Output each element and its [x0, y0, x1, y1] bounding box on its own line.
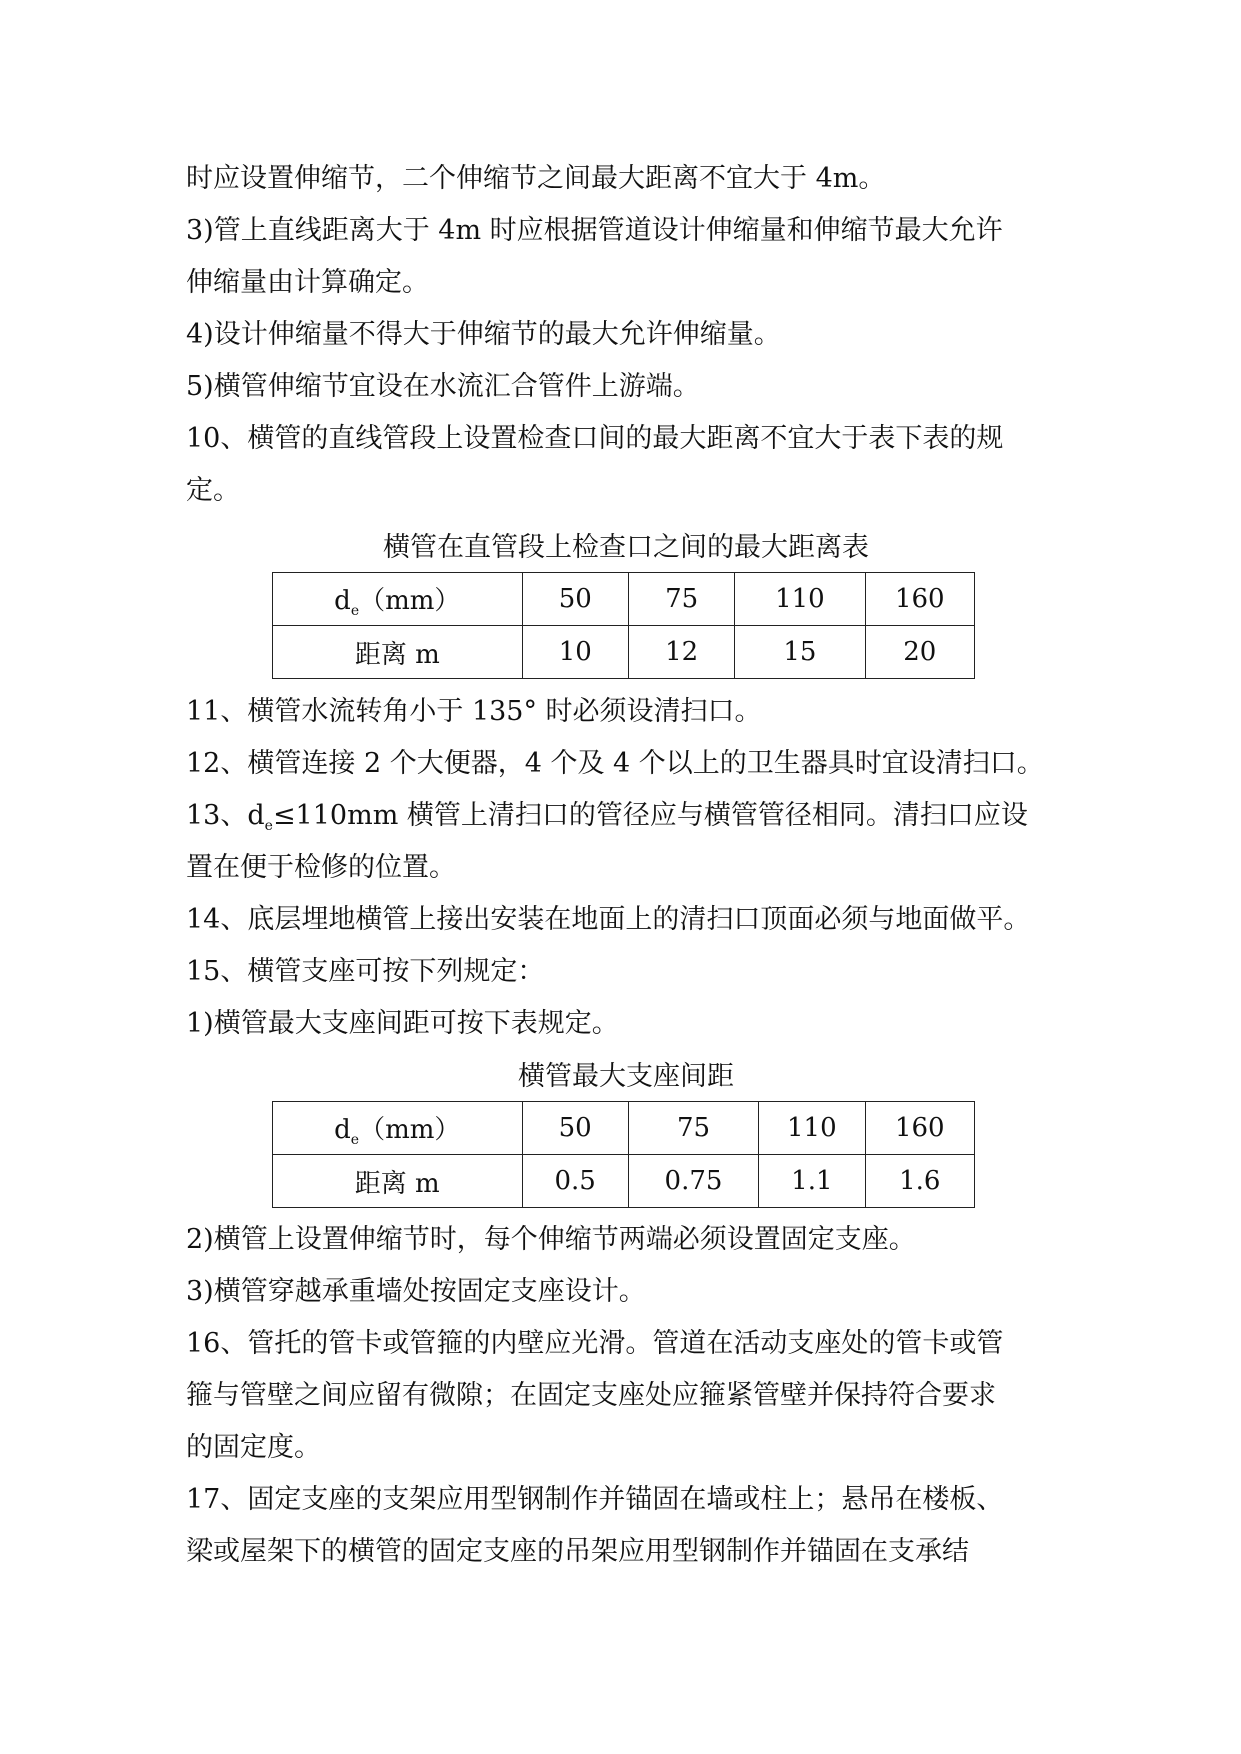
value-cell: 12 — [628, 626, 734, 679]
header-cell: 160 — [865, 573, 974, 626]
table-caption: 横管最大支座间距 — [518, 1061, 734, 1092]
header-cell: 110 — [735, 573, 865, 626]
header-cell: 110 — [759, 1102, 865, 1155]
text-line: 3)管上直线距离大于 4m 时应根据管道设计伸缩量和伸缩节最大允许 — [186, 215, 1003, 246]
value-cell: 15 — [735, 626, 865, 679]
inspection-distance-table — [272, 572, 975, 679]
text-line: 箍与管壁之间应留有微隙；在固定支座处应箍紧管壁并保持符合要求 — [186, 1380, 996, 1411]
value-cell: 10 — [522, 626, 628, 679]
table-row — [273, 626, 975, 679]
support-spacing-table — [272, 1101, 975, 1208]
row-label-cell: 距离 m — [273, 1155, 523, 1208]
text-line: 1)横管最大支座间距可按下表规定。 — [186, 1008, 619, 1039]
text-line: 12、横管连接 2 个大便器，4 个及 4 个以上的卫生器具时宜设清扫口。 — [186, 748, 1044, 779]
value-cell: 0.5 — [522, 1155, 628, 1208]
text-line: 2)横管上设置伸缩节时，每个伸缩节两端必须设置固定支座。 — [186, 1224, 916, 1255]
header-cell: 75 — [628, 1102, 758, 1155]
text-line: 14、底层埋地横管上接出安装在地面上的清扫口顶面必须与地面做平。 — [186, 904, 1031, 935]
text-line: 定。 — [186, 475, 240, 506]
table-header-row — [273, 573, 975, 626]
header-cell: 50 — [522, 1102, 628, 1155]
text-line: 时应设置伸缩节，二个伸缩节之间最大距离不宜大于 4m。 — [186, 163, 886, 194]
text-line: 3)横管穿越承重墙处按固定支座设计。 — [186, 1276, 646, 1307]
header-cell: 160 — [865, 1102, 974, 1155]
table-caption: 横管在直管段上检查口之间的最大距离表 — [383, 532, 869, 563]
table-header-row — [273, 1102, 975, 1155]
value-cell: 20 — [865, 626, 974, 679]
value-cell: 1.6 — [865, 1155, 974, 1208]
header-cell: 75 — [628, 573, 734, 626]
header-cell: $d_e(mm)$ — [273, 1102, 523, 1155]
text-line: 伸缩量由计算确定。 — [186, 267, 429, 298]
text-line: 的固定度。 — [186, 1432, 321, 1463]
table-row — [273, 1155, 975, 1208]
header-cell: $d_e(mm)$ — [273, 573, 523, 626]
text-line: 15、横管支座可按下列规定： — [186, 956, 545, 987]
text-line: 5)横管伸缩节宜设在水流汇合管件上游端。 — [186, 371, 700, 402]
text-line: 梁或屋架下的横管的固定支座的吊架应用型钢制作并锚固在支承结 — [186, 1536, 969, 1567]
text-line: 11、横管水流转角小于 135° 时必须设清扫口。 — [186, 696, 762, 727]
text-line: 17、固定支座的支架应用型钢制作并锚固在墙或柱上；悬吊在楼板、 — [186, 1484, 1004, 1515]
text-line: 4)设计伸缩量不得大于伸缩节的最大允许伸缩量。 — [186, 319, 781, 350]
text-line: 13、$d_e\le 110mm$ 横管上清扫口的管径应与横管管径相同。清扫口应设 — [186, 800, 1028, 834]
value-cell: 1.1 — [759, 1155, 865, 1208]
row-label-cell: 距离 m — [273, 626, 523, 679]
text-line: 16、管托的管卡或管箍的内壁应光滑。管道在活动支座处的管卡或管 — [186, 1328, 1004, 1359]
value-cell: 0.75 — [628, 1155, 758, 1208]
header-cell: 50 — [522, 573, 628, 626]
text-line: 10、横管的直线管段上设置检查口间的最大距离不宜大于表下表的规 — [186, 423, 1004, 454]
text-line: 置在便于检修的位置。 — [186, 852, 456, 883]
